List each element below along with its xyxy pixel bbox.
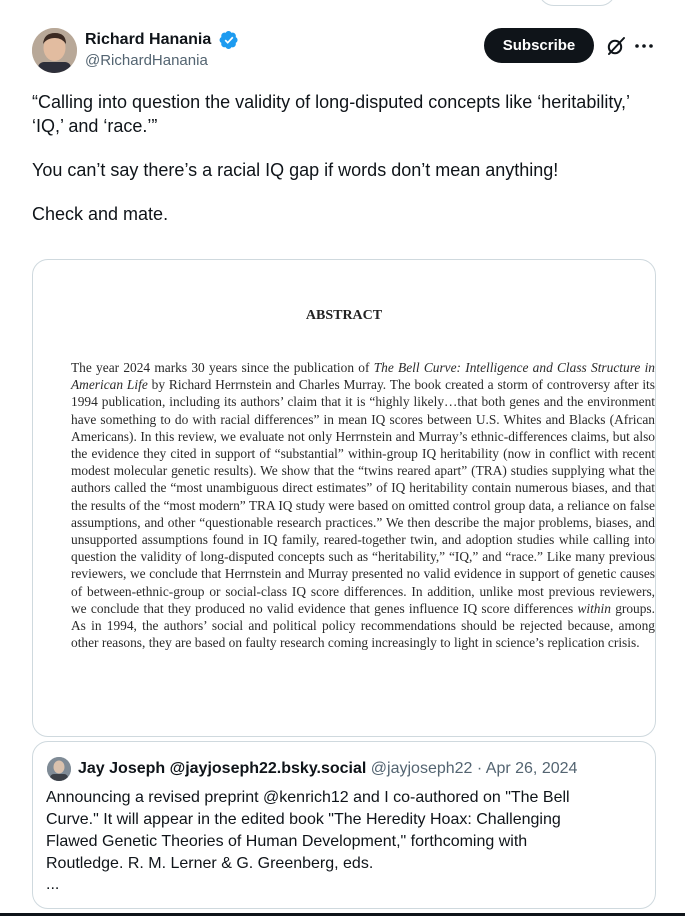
top-pill-button[interactable] (538, 0, 616, 6)
tweet-paragraph: Check and mate. (32, 204, 169, 224)
subscribe-button[interactable]: Subscribe (484, 28, 594, 63)
abstract-body (71, 359, 655, 651)
abstract-book-title: The Bell Curve: Intelligence and Class Structure in American Life (71, 360, 656, 393)
quote-avatar (47, 757, 71, 781)
quote-date: Apr 26, 2024 (485, 760, 578, 777)
quoted-post[interactable] (32, 741, 656, 909)
abstract-text: The year 2024 marks 30 years since the publication of (71, 360, 374, 375)
author-handle[interactable]: @RichardHanania (85, 52, 208, 69)
quote-separator: · (472, 760, 486, 777)
quote-avatar-image (47, 757, 71, 781)
tweet-text (32, 90, 632, 226)
avatar[interactable] (32, 28, 77, 73)
tweet-paragraph: You can’t say there’s a racial IQ gap if words don’t mean anything! (32, 160, 559, 180)
quote-text: Announcing a revised preprint @kenrich12 and I co-authored on "The Bell Curve." It will appear in the edited book "The Heredity Hoax: Challenging Flawed Genetic Theories of Human Development," forthcoming with Routledge. R. M. Lerner & G. Greenberg, eds. (46, 789, 570, 872)
abstract-emphasis: within (577, 600, 611, 616)
tweet-paragraph: “Calling into question the validity of long-disputed concepts like ‘heritability,’ ‘IQ,’ and ‘race.’” (32, 92, 630, 136)
quote-author-handle: @jayjoseph22 (370, 760, 473, 777)
verified-badge-icon[interactable] (219, 30, 239, 50)
more-options-icon[interactable] (633, 35, 655, 57)
author-name[interactable]: Richard Hanania (85, 31, 212, 48)
media-image[interactable] (32, 259, 656, 737)
abstract-heading: ABSTRACT (305, 308, 383, 323)
quote-author-name: Jay Joseph @jayjoseph22.bsky.social (78, 760, 367, 777)
avatar-image (32, 28, 77, 73)
abstract-text: groups. As in 1994, the authors’ social and political policy recommendations should be rejected because, among other reasons, they are based on faulty research coming increasingly to light in science’s replication crisis. (71, 600, 655, 651)
quote-header (78, 760, 577, 778)
quote-ellipsis: ... (46, 876, 60, 893)
grok-icon[interactable] (605, 35, 627, 57)
abstract-text: by Richard Herrnstein and Charles Murray. The book created a storm of controversy after its 1994 publication, including its authors’ claim that it is “highly likely…that both genes and the environment have something to do with racial differences” in mean IQ scores between U.S. Whites and Blacks (African Americans). In this review, we evaluate not only Herrnstein and Murray’s ethnic-differences claims, but also the evidence they cited in support of “substantial” within-group IQ heritability (now in conflict with recent modest molecular genetic results). We show that the “twins reared apart” (TRA) studies supplying what the authors called the “most unambiguous direct estimates” of IQ heritability contain numerous biases, and that the results of the “most modern” TRA IQ study were based on omitted control group data, a reliance on false assumptions, and other “questionable research practices.” We then describe the major problems, biases, and unsupported assumptions found in IQ family, reared-together twin, and adoption studies while calling into question the validity of long-disputed concepts such as “heritability,” “IQ,” and “race.” Like many previous reviewers, we conclude that Herrnstein and Murray presented no valid evidence in support of genetic causes of between-ethnic-group or social-class IQ score differences. In addition, unlike most previous reviewers, we conclude that they produced no valid evidence that genes influence IQ score differences (71, 377, 655, 616)
